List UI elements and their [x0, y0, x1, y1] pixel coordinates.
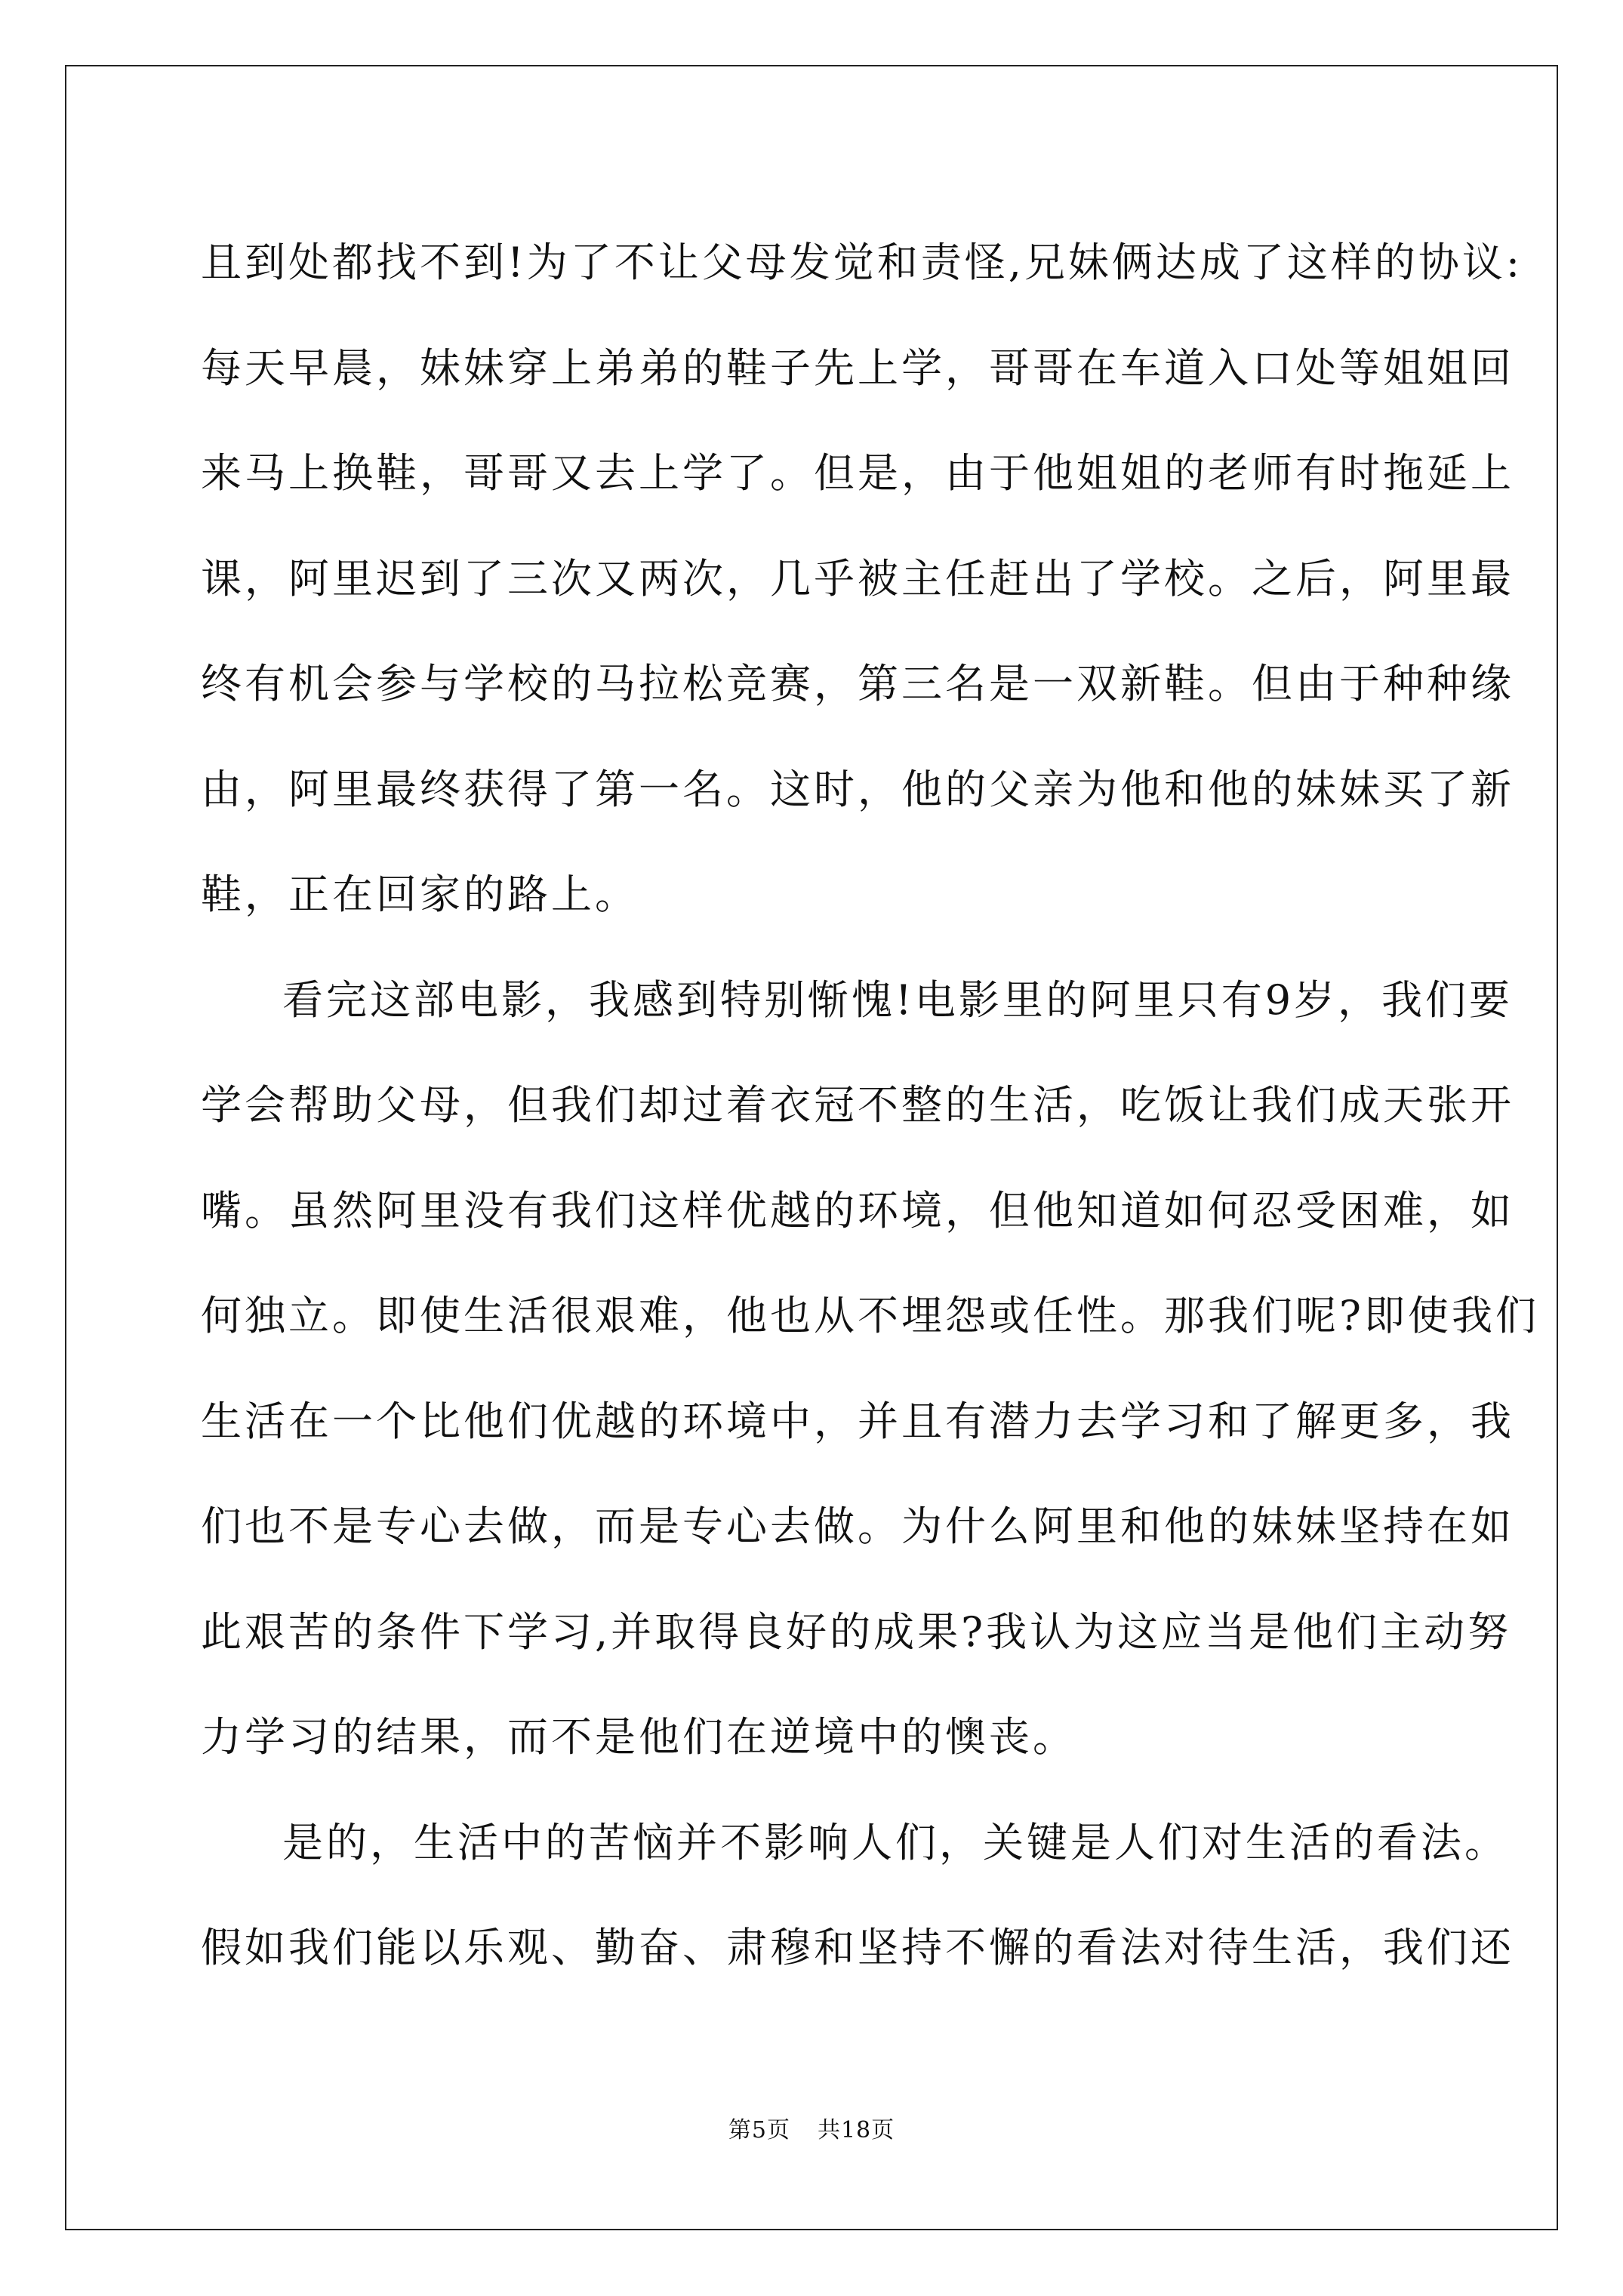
text-line: 假如我们能以乐观、勤奋、肃穆和坚持不懈的看法对待生活，我们还: [201, 1924, 1514, 1971]
text-line: 来马上换鞋，哥哥又去上学了。但是，由于他姐姐的老师有时拖延上: [201, 449, 1514, 497]
text-line: 力学习的结果，而不是他们在逆境中的懊丧。: [201, 1713, 1076, 1761]
text-line: 何独立。即使生活很艰难，他也从不埋怨或任性。那我们呢?即使我们: [201, 1292, 1539, 1339]
text-line: 嘴。虽然阿里没有我们这样优越的环境，但他知道如何忍受困难，如: [201, 1186, 1514, 1234]
text-line: 学会帮助父母，但我们却过着衣冠不整的生活，吃饭让我们成天张开: [201, 1081, 1514, 1129]
text-line: 课，阿里迟到了三次又两次，几乎被主任赶出了学校。之后，阿里最: [201, 554, 1514, 603]
paragraph-start-line: 看完这部电影，我感到特别惭愧!电影里的阿里只有9岁，我们要: [282, 975, 1514, 1024]
text-line: 生活在一个比他们优越的环境中，并且有潜力去学习和了解更多，我: [201, 1397, 1514, 1445]
text-line: 由，阿里最终获得了第一名。这时，他的父亲为他和他的妹妹买了新: [201, 765, 1514, 813]
text-line: 终有机会参与学校的马拉松竞赛，第三名是一双新鞋。但由于种种缘: [201, 660, 1514, 707]
text-line: 且到处都找不到!为了不让父母发觉和责怪,兄妹俩达成了这样的协议:: [201, 239, 1523, 286]
page-footer: [0, 2111, 1623, 2144]
document-body: [201, 210, 1539, 2001]
text-line: 此艰苦的条件下学习,并取得良好的成果?我认为这应当是他们主动努: [201, 1607, 1512, 1656]
paragraph-start-line: 是的，生活中的苦恼并不影响人们，关键是人们对生活的看法。: [282, 1818, 1508, 1866]
text-line: 鞋，正在回家的路上。: [201, 871, 639, 918]
text-line: 每天早晨，妹妹穿上弟弟的鞋子先上学，哥哥在车道入口处等姐姐回: [201, 344, 1514, 392]
page-total: 共18页: [817, 2117, 895, 2143]
page-number: 第5页: [728, 2117, 790, 2143]
text-line: 们也不是专心去做，而是专心去做。为什么阿里和他的妹妹坚持在如: [201, 1502, 1514, 1550]
